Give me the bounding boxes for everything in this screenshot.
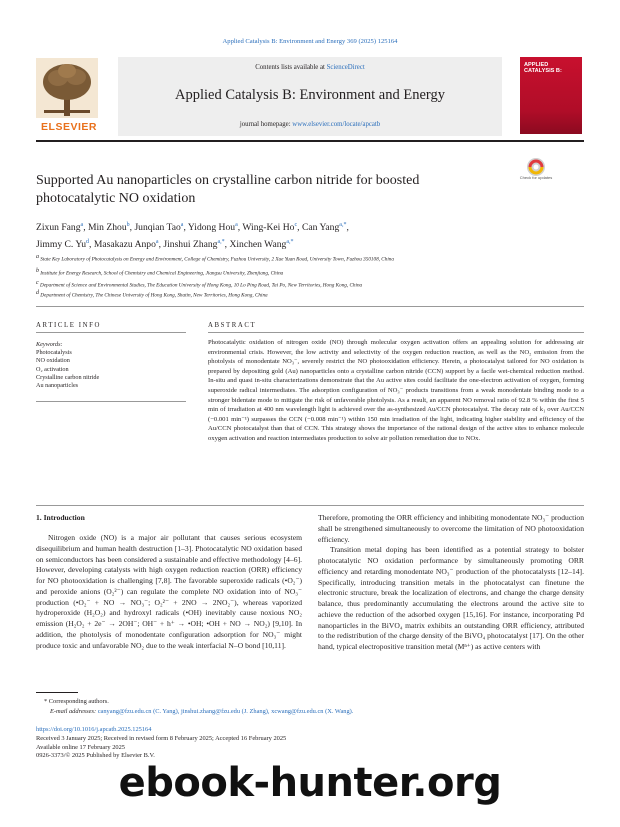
authors-line-1: Zixun Fang$^a$, Min Zhou$^b$, Junqian Tao$^a$, Yidong Hou$^a$, Wing-Kei Ho$^c$, Can Yang$^{a,*}$, bbox=[36, 222, 349, 234]
intro-paragraph-2: Therefore, promoting the ORR efficiency and inhibiting monodentate NO₃⁻ production shall be strengthened simultaneously to overcome the limitation of NO photooxidation efficiency. bbox=[318, 513, 584, 544]
cover-title: APPLIED CATALYSIS B: bbox=[524, 62, 562, 74]
author-name[interactable]: Yidong Hou bbox=[187, 222, 236, 234]
affiliation-text: Institute for Energy Research, School of Chemistry and Chemical Engineering, Jiangsu University, Zhenjiang, China bbox=[39, 270, 284, 277]
intro-right-column bbox=[318, 513, 584, 653]
author-affiliation-mark[interactable]: c bbox=[294, 222, 298, 228]
author-affiliation-mark[interactable]: a bbox=[155, 239, 159, 246]
author-affiliation-mark[interactable]: a bbox=[180, 222, 184, 228]
abstract-divider bbox=[36, 505, 584, 506]
check-for-updates-label: Check for updates bbox=[519, 175, 553, 180]
author-affiliation-mark[interactable]: b bbox=[126, 222, 130, 228]
copyright: 0926-3373/© 2025 Published by Elsevier B.V. bbox=[36, 752, 155, 760]
author-affiliation-mark[interactable]: d bbox=[86, 239, 90, 246]
intro-paragraph-1: Nitrogen oxide (NO) is a major air pollutant that causes serious ecosystem disequilibrium and human health destruction [1–3]. Photocatalytic NO oxidation based on semiconductors has been considered a sustainable and effective methodology [4–6]. However, developing catalysts with high oxygen reduction reaction (ORR) efficiency for NO photooxidation is challenging [7,8]. The favorable superoxide radicals (•O₂⁻) and peroxide anions (O₂²⁻) can regulate the complete NO oxidation into of NO₃⁻ production (•O₂⁻ + NO → NO₃⁻; O₂²⁻ + 2NO → 2NO₂⁻), whereas vaporized hydroperoxide (H₂O₂) and hydroxyl radicals (•OH) inevitably cause noxious NO₂ emission (H₂O₂ + 2e⁻ → 2OH⁻; OH⁻ + h⁺ → •OH; •OH + NO → NO₂) [9,10]. In addition, the photolysis of monodentate configuration adsorption for NO₃⁻ might produce toxic and unfavorable NO₂ due to the weak interfacial N–O bond [10,11]. bbox=[36, 533, 302, 650]
affiliations-divider bbox=[36, 306, 584, 307]
affiliation-mark: c bbox=[36, 280, 39, 286]
author-name[interactable]: Jinshui Zhang bbox=[163, 239, 218, 251]
keywords-block bbox=[36, 341, 186, 390]
article-info-heading: ARTICLE INFO bbox=[36, 322, 102, 329]
keyword-item: O₂ activation bbox=[36, 365, 69, 373]
publication-info bbox=[36, 726, 286, 761]
email-note bbox=[50, 708, 584, 715]
author-name[interactable]: Can Yang bbox=[301, 222, 340, 234]
contents-line bbox=[118, 64, 502, 71]
homepage-line bbox=[118, 121, 502, 128]
footnote-rule bbox=[36, 692, 78, 693]
article-info-rule bbox=[36, 332, 186, 333]
author-affiliation-mark[interactable]: a bbox=[235, 222, 238, 228]
available-online: Available online 17 February 2025 bbox=[36, 743, 125, 751]
keywords-list bbox=[36, 349, 186, 390]
author-name[interactable]: Min Zhou bbox=[87, 222, 127, 234]
journal-reference[interactable]: Applied Catalysis B: Environment and Energy 369 (2025) 125164 bbox=[222, 38, 398, 45]
author-affiliation-mark[interactable]: a bbox=[80, 222, 84, 228]
affiliation-b bbox=[36, 268, 584, 277]
keyword-item: Crystalline carbon nitride bbox=[36, 373, 100, 381]
intro-left-column bbox=[36, 533, 302, 651]
header-divider bbox=[36, 140, 584, 142]
author-name[interactable]: Zixun Fang bbox=[36, 222, 81, 234]
affiliation-mark: a bbox=[36, 254, 39, 260]
introduction-heading: 1. Introduction bbox=[36, 513, 85, 522]
journal-title: Applied Catalysis B: Environment and Energy bbox=[175, 87, 445, 103]
affiliation-text: Department of Science and Environmental Studies, The Education University of Hong Kong, 10 Lo Ping Road, Tai Po, New Territories, Hong Kong, China bbox=[38, 282, 363, 289]
keywords-bottom-rule bbox=[36, 401, 186, 402]
abstract-text: Photocatalytic oxidation of nitrogen oxide (NO) through molecular oxygen activation offers an appealing solution for addressing air environmental crisis. However, the low activity and selectivity of the oxygen reduction reaction, as well as the NO₂ emission from the photolysis of monodentate NO₃⁻, severely restrict the NO photooxidation efficiency. Herein, a photocatalyst tailored for NO oxidation is prepared by depositing gold (Au) nanoparticles onto a crystalline carbon nitride (CCN) support by a facile wet-chemical reduction method. In-situ and quasi in-situ characterizations demonstrate that the Au active sites could facilitate the one-electron activation of oxygen, forming superoxide radical intermediates. The adsorption configuration of NO₃⁻ products transitions from a weak monodentate binding mode to a stronger bidentate mode to mitigate the risk of unfavorable photolysis. As a result, an apparent NO removal ratio of 92.8 % within the first 5 min of irradiation at 400 nm wavelength light is achieved over the as-synthesized Au/CCN photocatalyst. The decay rate of k₁ over Au/CCN (−0.001 min⁻¹) surpasses the CCN (−0.008 min⁻¹) within 150 min irradiation of the light, indicating higher stability and efficiency of the Au/CCN photocatalyst than that of CCN. This strategy shows the importance of the rational design of the active sites to enhance molecule oxygen activation and reaction intermediates production to solve air pollution remediation due to NOx. bbox=[208, 339, 584, 442]
watermark-text: ebook-hunter.org bbox=[118, 760, 502, 806]
email-addresses[interactable]: canyang@fzu.edu.cn (C. Yang), jinshui.zhang@fzu.edu (J. Zhang), xcwang@fzu.edu.cn (X. Wang). bbox=[97, 708, 354, 715]
keyword-item: Photocatalysis bbox=[36, 349, 72, 357]
affiliation-mark: d bbox=[36, 290, 39, 296]
author-affiliation-mark[interactable]: a,* bbox=[217, 239, 225, 246]
article-title: Supported Au nanoparticles on crystalline carbon nitride for boosted photocatalytic NO oxidation bbox=[36, 173, 420, 206]
author-affiliation-mark[interactable]: a,* bbox=[286, 239, 294, 246]
contents-prefix: Contents lists available at bbox=[255, 64, 327, 71]
affiliation-a bbox=[36, 254, 584, 263]
publisher-name: ELSEVIER bbox=[41, 121, 97, 133]
author-name[interactable]: Masakazu Anpo bbox=[93, 239, 156, 251]
keyword-item: Au nanoparticles bbox=[36, 382, 79, 390]
sciencedirect-link[interactable]: ScienceDirect bbox=[326, 64, 365, 71]
author-affiliation-mark[interactable]: a,* bbox=[339, 222, 347, 228]
homepage-prefix: journal homepage: bbox=[239, 121, 293, 128]
abstract-heading: ABSTRACT bbox=[208, 322, 257, 329]
keyword-item: NO oxidation bbox=[36, 357, 70, 365]
author-name[interactable]: Wing-Kei Ho bbox=[242, 222, 295, 234]
author-name[interactable]: Junqian Tao bbox=[134, 222, 181, 234]
authors-line-2: Jimmy C. Yu$^d$, Masakazu Anpo$^a$, Jinshui Zhang$^{a,*}$, Xinchen Wang$^{a,*}$ bbox=[36, 239, 294, 251]
homepage-link[interactable]: www.elsevier.com/locate/apcatb bbox=[292, 121, 381, 128]
author-name[interactable]: Xinchen Wang bbox=[229, 239, 287, 251]
affiliation-c bbox=[36, 280, 584, 289]
affiliation-text: Department of Chemistry, The Chinese University of Hong Kong, Shatin, New Territories, Hong Kong, China bbox=[39, 292, 268, 299]
intro-paragraph-3: Transition metal doping has been identified as a potential strategy to bolster photocatalytic NO oxidation performance by simultaneously promoting ORR efficiency and retarding monodentate NO₃⁻ production of the photocatalysts [12–14]. Specifically, introducing transition metals in the photocatalyst can finetune the electronic structure, break the localization of electrons, and change the charge density balance, thus predominantly accumulating the electrons around the active site to achieve the reduction of the adsorbed oxygen [15,16]. For instance, incorporating Pd nanoparticles in the BiVO₄ matrix exhibits an outstanding ORR efficiency, attributed to the redistribution of the charge density of the BiVO₄ photocatalyst [17]. On the other hand, typical electropositive transition metal (Mⁿ⁺) as active centers with bbox=[318, 545, 584, 651]
author-name[interactable]: Jimmy C. Yu bbox=[36, 239, 87, 251]
affiliation-mark: b bbox=[36, 268, 39, 274]
affiliation-d bbox=[36, 290, 584, 299]
keywords-label: Keywords: bbox=[36, 341, 63, 348]
received-dates: Received 3 January 2025; Received in revised form 8 February 2025; Accepted 16 February 2025 bbox=[36, 734, 287, 742]
email-label: E-mail addresses: bbox=[50, 708, 98, 715]
author-list bbox=[36, 218, 576, 252]
affiliation-text: State Key Laboratory of Photocatalysis on Energy and Environment, College of Chemistry, Fuzhou University, 2 Xue Yuan Road, University Town, Fuzhou 350108, China bbox=[39, 256, 394, 263]
corresponding-note: * Corresponding authors. bbox=[44, 698, 109, 705]
doi-link[interactable]: https://doi.org/10.1016/j.apcatb.2025.125164 bbox=[36, 726, 152, 733]
abstract-rule bbox=[208, 332, 584, 333]
